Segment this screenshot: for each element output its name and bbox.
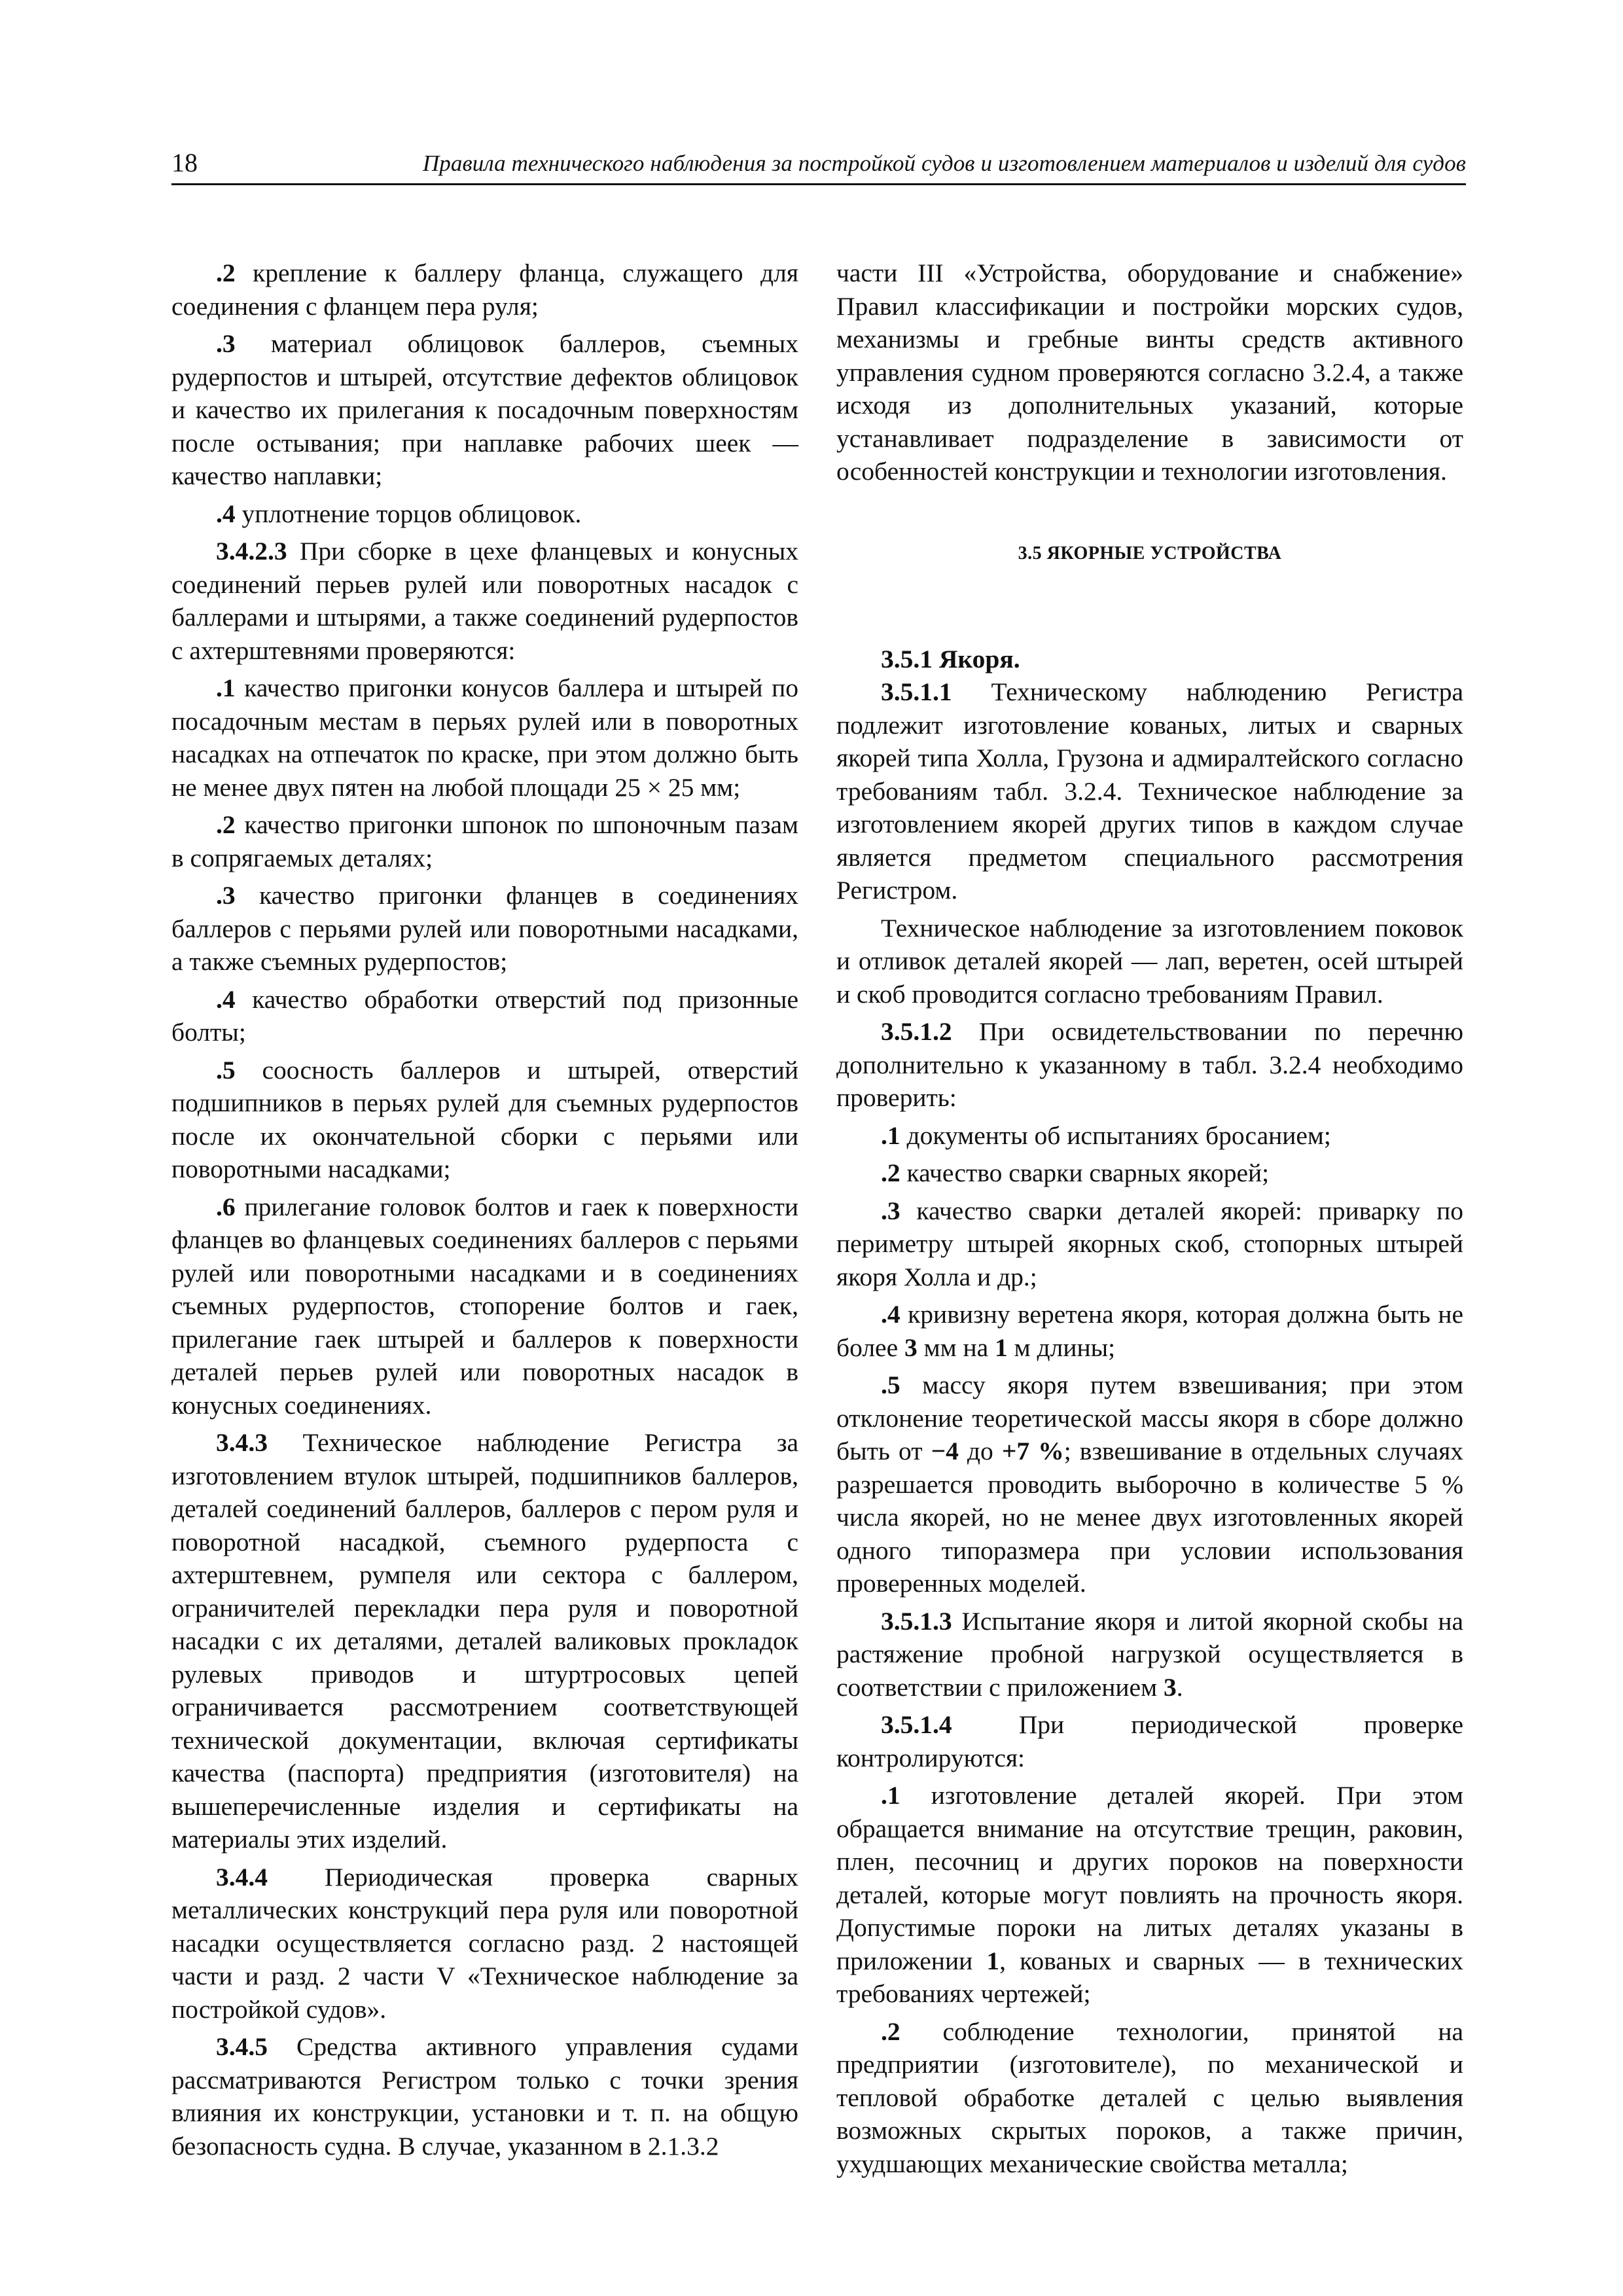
item-number: .2 [216,810,236,839]
paragraph [836,1708,1463,1774]
item-text: изготовление деталей якорей. При этом обращается внимание на отсутствие трещин, раковин, плен, песочниц и других пороков на поверхности деталей, которые могут повлиять на прочность якоря. Допустимые пороки на литых деталях указаны в приложении [836,1781,1463,1975]
item-number: .2 [216,259,236,287]
page-header [171,145,1466,185]
paragraph-text: уплотнение торцов облицовок. [235,499,582,528]
item-number: .6 [216,1192,236,1221]
paragraph-text: качество пригонки фланцев в соединениях баллеров с перьями рулей или поворотными насадками, а также съемных рудерпостов; [171,881,798,976]
item-number: .2 [881,1158,901,1187]
paragraph-text: . [1176,1672,1183,1702]
paragraph-text: качество пригонки шпонок по шпоночным пазам в сопрягаемых деталях; [171,810,798,872]
clause-number: 3.4.2.3 [216,537,287,565]
paragraph-text: Средства активного управления судами рассматриваются Регистром только с точки зрения влияния их конструкции, установки и т. п. на общую безопасность судна. В случае, указанном в 2.1.3.2 [171,2032,798,2161]
value: −4 [931,1437,959,1465]
paragraph [171,535,798,667]
paragraph [171,2030,798,2162]
paragraph [836,675,1463,907]
item-number: .4 [216,499,236,528]
paragraph-text: Техническое наблюдение Регистра за изготовлением втулок штырей, подшипников баллеров, деталей соединений баллеров, баллеров с пером руля и поворотной насадкой, съемного рудерпоста с ахтерштевнем, румпеля или сектора с баллером, ограничителей перекладки пера руля и поворотной насадки с их деталями, деталей валиковых прокладок рулевых приводов и штуртросовых цепей ограничивается рассмотрением соответствующей технической документации, включая сертификаты качества (паспорта) предприятия (изготовителя) на вышеперечисленные изделия и сертификаты на материалы этих изделий. [171,1428,798,1854]
clause-number: 3.4.5 [216,2032,268,2061]
paragraph [171,497,798,531]
paragraph-text: Испытание якоря и литой якорной скобы на растяжение пробной нагрузкой осуществляется в соответствии с приложением [836,1606,1463,1702]
item-number: .1 [881,1781,901,1810]
item-number: .3 [216,329,236,358]
list-item [836,1779,1463,2011]
section-heading: 3.5 ЯКОРНЫЕ УСТРОЙСТВА [1018,543,1282,564]
item-text: соблюдение технологии, принятой на предприятии (изготовителе), по механической и тепловой обработке деталей с целью выявления возможных скрытых пороков, а также причин, ухудшающих механические свойства металла; [836,2017,1463,2178]
left-column [171,257,798,2161]
paragraph-text: При сборке в цехе фланцевых и конусных соединений перьев рулей или поворотных насадок с баллерами и штырями, а также соединений рудерпостов с ахтерштевнями проверяются: [171,537,798,665]
paragraph-text: Периодическая проверка сварных металлических конструкций пера руля или поворотной насадки осуществляется согласно разд. 2 настоящей части и разд. 2 части V «Техническое наблюдение за постройкой судов». [171,1862,798,2024]
item-number: .1 [216,673,236,702]
list-item [836,2015,1463,2181]
item-number: .4 [216,984,236,1014]
list-item [836,1298,1463,1364]
item-text: до [958,1437,1002,1465]
paragraph-text: При освидетельствовании по перечню дополнительно к указанному в табл. 3.2.4 необходимо проверить: [836,1017,1463,1112]
paragraph-text: соосность баллеров и штырей, отверстий подшипников в перьях рулей для съемных рудерпостов после их окончательной сборки с перьями или поворотными насадками; [171,1055,798,1183]
item-number: .2 [881,2017,901,2046]
paragraph [171,879,798,978]
item-number: .4 [881,1300,901,1329]
paragraph [171,1426,798,1856]
clause-number: 3.5.1.3 [881,1606,952,1636]
clause-number: 3.4.4 [216,1862,268,1892]
paragraph: Техническое наблюдение за изготовлением поковок и отливок деталей якорей — лап, веретен, осей штырей и скоб проводится согласно требованиям Правил. [836,913,1463,1009]
paragraph [171,983,798,1049]
running-title: Правила технического наблюдения за постройкой судов и изготовлением материалов и изделий для судов [422,151,1466,176]
item-text: , кованых и сварных — в технических требованиях чертежей; [836,1946,1463,2008]
paragraph-text: При периодической проверке контролируются: [836,1710,1463,1772]
paragraph [171,1191,798,1422]
paragraph [836,1015,1463,1115]
item-number: .3 [216,881,236,910]
continuation-paragraph: части III «Устройства, оборудование и снабжение» Правил классификации и постройки морских судов, механизмы и гребные винты средств активного управления судном проверяются согласно 3.2.4, а также исходя из дополнительных указаний, которые устанавливает подразделение в зависимости от особенностей конструкции и технологии изготовления. [836,259,1463,486]
paragraph-text: качество пригонки конусов баллера и штырей по посадочным местам в перьях рулей или в поворотных насадках на отпечаток по краске, при этом должно быть не менее двух пятен на любой площади 25 × 25 мм; [171,673,798,802]
list-item [836,1157,1463,1190]
item-text: м длины; [1007,1333,1116,1362]
paragraph-text: материал облицовок баллеров, съемных рудерпостов и штырей, отсутствие дефектов облицовок и качество их прилегания к посадочным поверхностям после остывания; при наплавке рабочих шеек — качество наплавки; [171,329,798,490]
item-number: .5 [881,1371,901,1399]
paragraph [836,1605,1463,1704]
paragraph [171,257,798,323]
paragraph-text: качество обработки отверстий под призонные болты; [171,984,798,1047]
clause-number: 3.5.1.4 [881,1710,952,1739]
paragraph-text: крепление к баллеру фланца, служащего для соединения с фланцем пера руля; [171,259,798,321]
paragraph [171,327,798,493]
item-text: мм на [917,1333,995,1362]
value: 3 [904,1333,918,1362]
list-item [836,1194,1463,1294]
clause-number: 3.4.3 [216,1428,268,1457]
item-text: качество сварки деталей якорей: приварку по периметру штырей якорных скоб, стопорных штырей якоря Холла и др.; [836,1196,1463,1291]
paragraph [171,808,798,874]
right-column [836,257,1463,2178]
value: +7 % [1001,1437,1064,1465]
paragraph [171,672,798,804]
list-item [836,1119,1463,1153]
list-item [836,1369,1463,1600]
item-number: .5 [216,1055,236,1085]
subsection-title: 3.5.1 Якоря. [881,644,1020,673]
reference: 1 [986,1946,1000,1975]
item-text: кривизну веретена якоря, которая должна быть не более [836,1300,1463,1362]
clause-number: 3.5.1.1 [881,677,952,706]
paragraph-text: прилегание головок болтов и гаек к поверхности фланцев во фланцевых соединениях баллеров с перьями рулей или поворотными насадками и в соединениях съемных рудерпостов, стопорение болтов и гаек, прилегание гаек штырей и баллеров к поверхности деталей перьев рулей или поворотных насадок в конусных соединениях. [171,1192,798,1420]
item-text: массу якоря путем взвешивания; при этом отклонение теоретической массы якоря в сборе должно быть от [836,1371,1463,1465]
paragraph-text: Техническому наблюдению Регистра подлежит изготовление кованых, литых и сварных якорей типа Холла, Грузона и адмиралтейского согласно требованиям табл. 3.2.4. Техническое наблюдение за изготовлением якорей других типов в каждом случае является предметом специального рассмотрения Регистром. [836,677,1463,905]
clause-number: 3.5.1.2 [881,1017,952,1046]
value: 1 [995,1333,1008,1362]
item-text: качество сварки сварных якорей; [900,1158,1270,1187]
reference: 3 [1163,1672,1177,1702]
paragraph [171,1861,798,2026]
paragraph [171,1054,798,1186]
item-text: документы об испытаниях бросанием; [900,1121,1331,1150]
item-number: .1 [881,1121,901,1150]
item-number: .3 [881,1196,901,1225]
item-text: ; взвешивание в отдельных случаях разрешается проводить выборочно в количестве 5 % числа якорей, но не менее двух изготовленных якорей одного типоразмера при условии использования проверенных моделей. [836,1437,1463,1598]
page-number: 18 [171,148,198,177]
